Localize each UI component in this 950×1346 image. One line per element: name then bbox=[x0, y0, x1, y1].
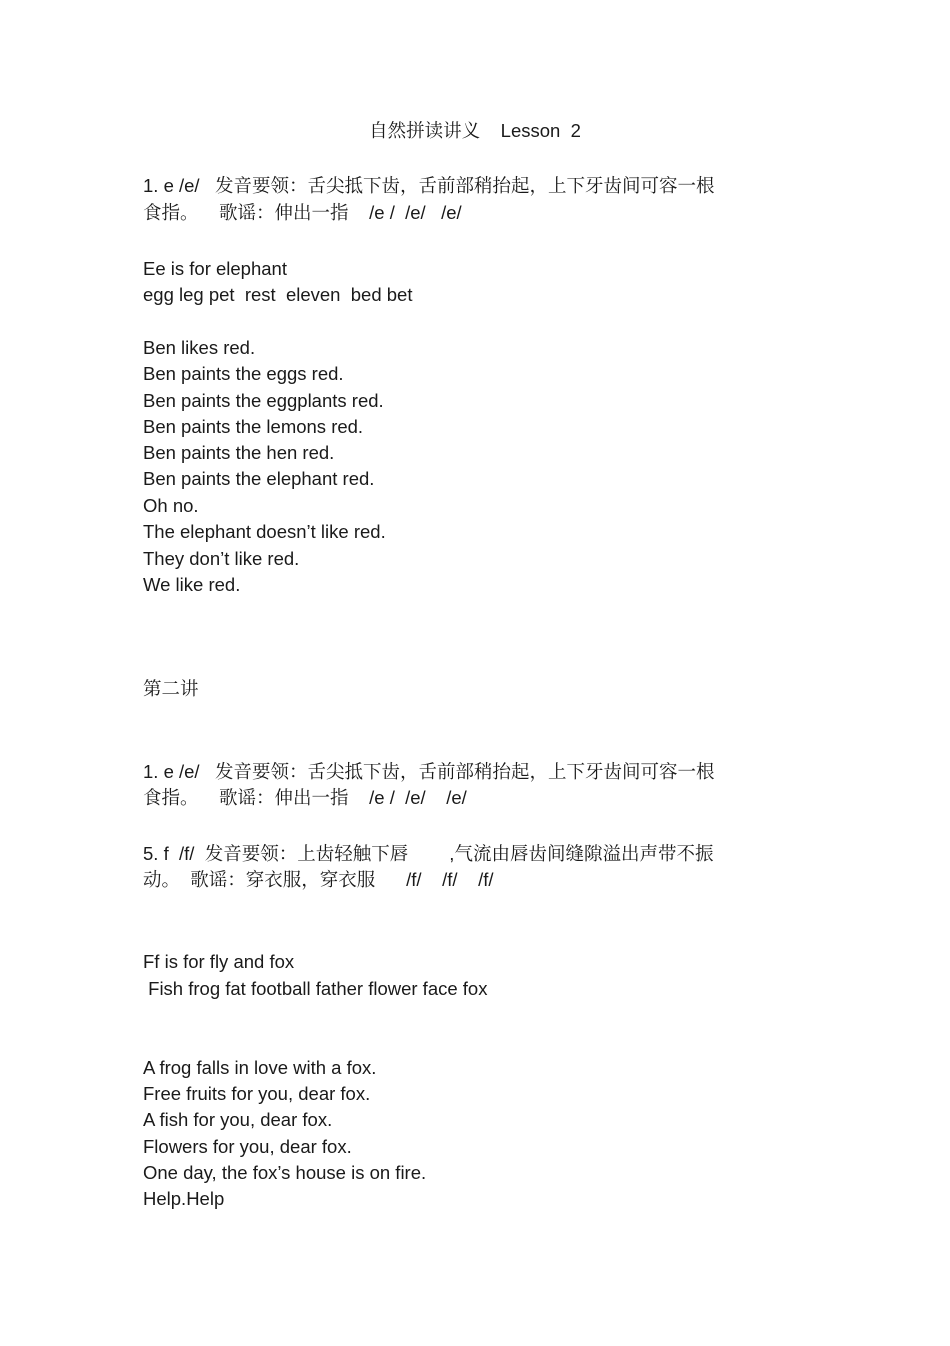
phrase-ff: Ff is for fly and fox bbox=[143, 951, 295, 972]
rule-e-repeat-line-1: 1. e /e/ 发音要领：舌尖抵下齿，舌前部稍抬起，上下牙齿间可容一根 bbox=[143, 761, 715, 782]
rule-e-line-1: 1. e /e/ 发音要领：舌尖抵下齿，舌前部稍抬起，上下牙齿间可容一根 bbox=[143, 175, 715, 196]
story-e-line: They don’t like red. bbox=[143, 548, 300, 569]
story-f-line: A fish for you, dear fox. bbox=[143, 1109, 333, 1130]
story-f-line: Help.Help bbox=[143, 1188, 225, 1209]
story-f-line: One day, the fox’s house is on fire. bbox=[143, 1162, 427, 1183]
story-e-line: We like red. bbox=[143, 574, 241, 595]
story-f-line: Flowers for you, dear fox. bbox=[143, 1136, 352, 1157]
story-e-line: Ben paints the elephant red. bbox=[143, 468, 375, 489]
rule-e-line-2: 食指。 歌谣：伸出一指 /e / /e/ /e/ bbox=[143, 202, 462, 223]
story-e-line: Ben paints the eggs red. bbox=[143, 363, 344, 384]
story-f-line: Free fruits for you, dear fox. bbox=[143, 1083, 371, 1104]
rule-f-line-1: 5. f /f/ 发音要领：上齿轻触下唇 ,气流由唇齿间缝隙溢出声带不振 bbox=[143, 843, 714, 864]
story-e-line: Ben paints the hen red. bbox=[143, 442, 335, 463]
story-e-line: Ben paints the lemons red. bbox=[143, 416, 364, 437]
word-list-f: Fish frog fat football father flower face fox bbox=[143, 978, 488, 999]
page-title: 自然拼读讲义 Lesson 2 bbox=[369, 120, 581, 141]
story-e-line: Ben paints the eggplants red. bbox=[143, 390, 384, 411]
story-e-line: Oh no. bbox=[143, 495, 199, 516]
lesson-heading: 第二讲 bbox=[143, 678, 199, 699]
word-list-e: egg leg pet rest eleven bed bet bbox=[143, 284, 413, 305]
story-e-line: Ben likes red. bbox=[143, 337, 256, 358]
rule-f-line-2: 动。 歌谣：穿衣服，穿衣服 /f/ /f/ /f/ bbox=[143, 869, 494, 890]
story-f-line: A frog falls in love with a fox. bbox=[143, 1057, 377, 1078]
phrase-ee: Ee is for elephant bbox=[143, 258, 287, 279]
story-e-line: The elephant doesn’t like red. bbox=[143, 521, 386, 542]
rule-e-repeat-line-2: 食指。 歌谣：伸出一指 /e / /e/ /e/ bbox=[143, 787, 467, 808]
